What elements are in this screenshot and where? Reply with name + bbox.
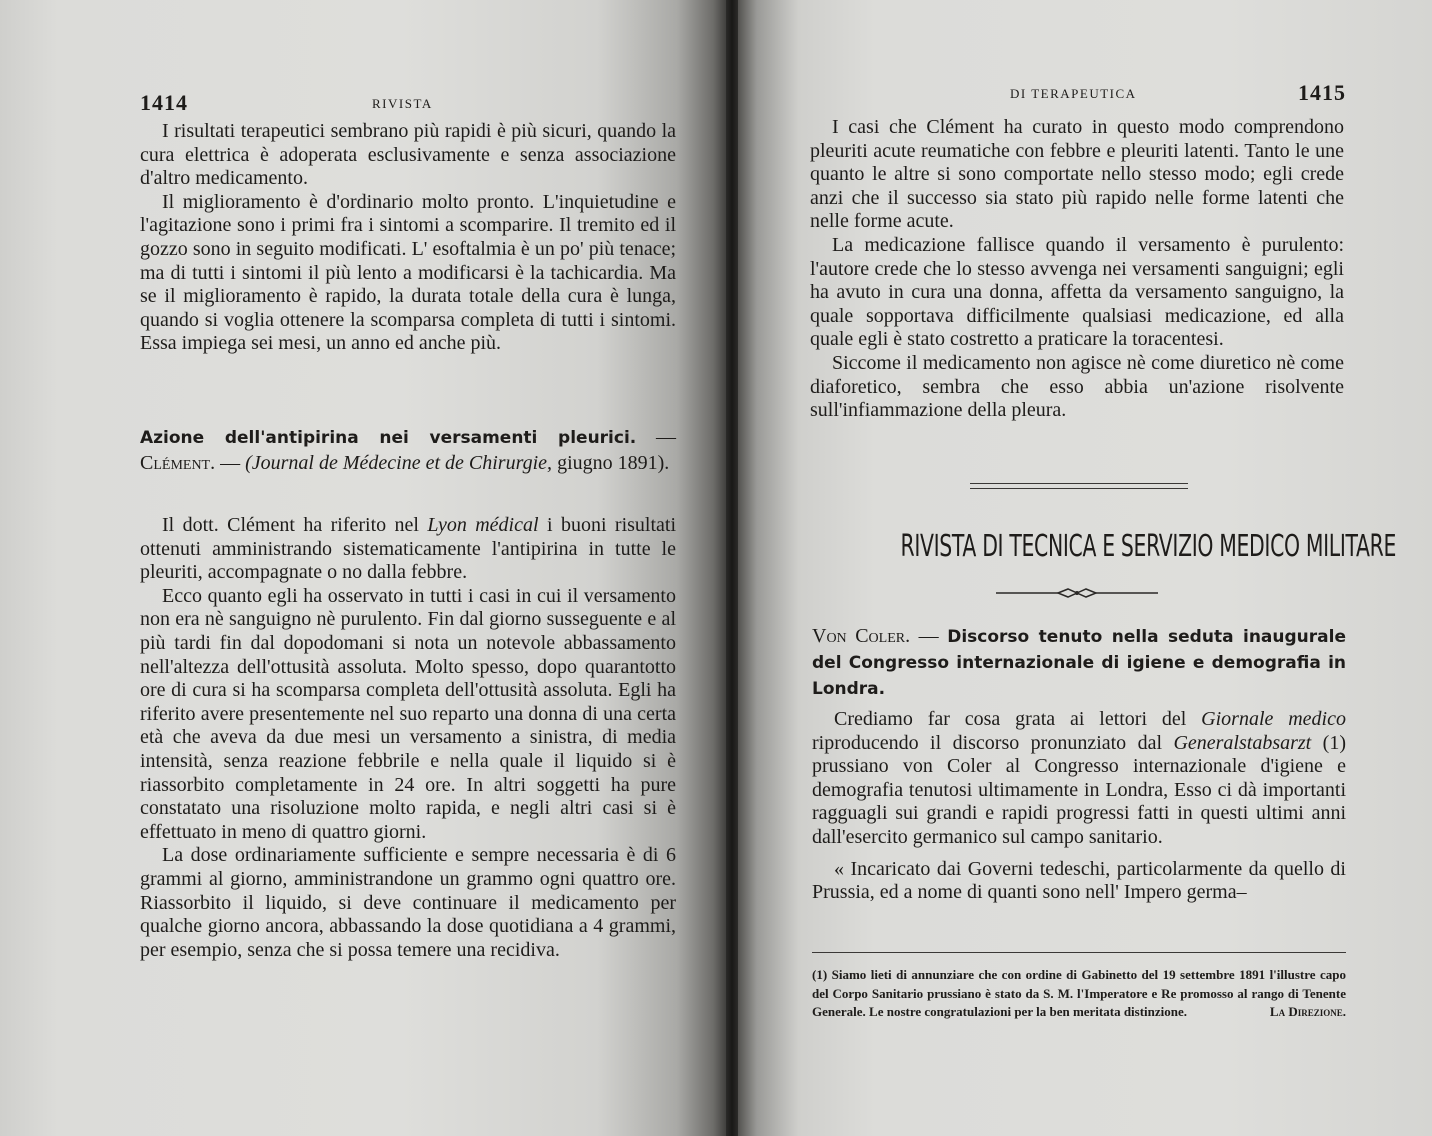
article-date: giugno 1891).	[552, 452, 670, 474]
paragraph: Il dott. Clément ha riferito nel Lyon médical i buoni risultati ottenuti amministrando sistematicamente l'antipirina in tutte le pleuriti, accompagnate o no dalla febbre.	[140, 514, 677, 584]
footnote	[812, 966, 1346, 1022]
article-author: Von Coler.	[812, 625, 911, 647]
article-author: Clément.	[140, 452, 216, 474]
running-head: RIVISTA	[372, 96, 433, 111]
right-article-body	[812, 708, 1346, 905]
double-rule-top	[970, 483, 1188, 484]
section-title: RIVISTA DI TECNICA E SERVIZIO MEDICO MILITARE	[900, 529, 1397, 564]
footnote-rule	[812, 952, 1346, 953]
right-body	[810, 116, 1344, 423]
left-intro	[140, 120, 676, 356]
article-title: Discorso tenuto nella seduta inaugurale del Congresso internazionale di igiene e demografia in Londra.	[812, 627, 1346, 699]
ornament-icon	[996, 583, 1158, 603]
double-rule-bottom	[970, 488, 1188, 489]
paragraph: Ecco quanto egli ha osservato in tutti i casi in cui il versamento non era nè sanguigno nè purulento. Fin dal giorno susseguente e al più tardi fin dal dopodomani si nota un notevole abbassamento nell'altezza dell'ottusità assoluta. Molto spesso, dopo quarantotto ore di cura si ha scomparsa completa dell'ottusità assoluta. Egli ha riferito avere presentemente nel suo reparto una donna di una certa età che aveva da due mesi un versamento a sinistra, di media intensità, senza reazione febbrile e nella quale il liquido si è riassorbito completamente in 24 ore. In altri soggetti ha pure constatato una risoluzione molto rapida, e negli altri casi si è effettuato in meno di quattro giorni.	[140, 584, 676, 843]
dash: —	[215, 452, 246, 474]
article-heading	[140, 425, 676, 476]
page-number: 1415	[1298, 80, 1346, 105]
paragraph: « Incaricato dai Governi tedeschi, particolarmente da quello di Prussia, ed a nome di quanti sono nell' Impero germa–	[812, 857, 1346, 904]
paragraph: I casi che Clément ha curato in questo modo comprendono pleuriti acute reumatiche con febbre e pleuriti latenti. Tanto le une quanto le altre si sono comportate nello stesso modo; egli crede anzi che il successo sia stato più rapido nelle forme latenti che nelle forme acute.	[810, 116, 1344, 233]
paragraph: La medicazione fallisce quando il versamento è purulento: l'autore crede che lo stesso avvenga nei versamenti sanguigni; egli ha avuto in cura una donna, affetta da versamento sanguigno, la quale sopportava difficilmente qualsiasi medicazione, ed alla quale egli è stato costretto a praticare la toracentesi.	[810, 233, 1344, 351]
footnote-signature: La Direzione.	[1269, 1004, 1346, 1020]
article-title: Azione dell'antipirina nei versamenti pleurici.	[140, 428, 637, 448]
dash: —	[910, 625, 948, 647]
page-number: 1414	[140, 90, 188, 115]
article-journal: (Journal de Médecine et de Chirurgie,	[245, 452, 553, 474]
article-heading	[812, 624, 1346, 702]
paragraph: La dose ordinariamente sufficiente e sempre necessaria è di 6 grammi al giorno, amministrandone un grammo ogni quattro ore. Riassorbito il liquido, si deve continuare il medicamento per qualche giorno ancora, abbassando la dose quotidiana a 4 grammi, per esempio, senza che si possa temere una recidiva.	[140, 844, 676, 961]
paragraph: Il miglioramento è d'ordinario molto pronto. L'inquietudine e l'agitazione sono i primi fra i sintomi a scomparire. Il tremito ed il gozzo sono in seguito modificati. L' esoftalmia è un po' più tenace; ma di tutti i sintomi il più lento a modificarsi è la tachicardia. Ma se il miglioramento è rapido, la durata totale della cura è lunga, quando si voglia ottenere la scomparsa completa di tutti i sintomi. Essa impiega sei mesi, un anno ed anche più.	[140, 190, 676, 355]
running-head: DI TERAPEUTICA	[1010, 86, 1137, 101]
paragraph: Siccome il medicamento non agisce nè come diuretico nè come diaforetico, sembra che esso abbia un'azione risolvente sull'infiammazione della pleura.	[810, 351, 1344, 422]
dash: —	[636, 426, 677, 448]
left-article-body	[140, 514, 676, 962]
book-gutter	[726, 0, 738, 1136]
footnote-text: (1) Siamo lieti di annunziare che con ordine di Gabinetto del 19 settembre 1891 l'illustre capo del Corpo Sanitario prussiano è stato da S. M. l'Imperatore e Re promosso al rango di Tenente Generale. Le nostre congratulazioni per la ben meritata distinzione. La Direzione.	[812, 966, 1346, 1022]
paragraph: Crediamo far cosa grata ai lettori del Giornale medico riproducendo il discorso pronunziato dal Generalstabsarzt (1) prussiano von Coler al Congresso internazionale d'igiene e demografia tenutosi ultimamente in Londra, Esso ci dà importanti ragguagli sui grandi e rapidi progressi fatti in questi ultimi anni dall'esercito germanico sul campo sanitario.	[812, 708, 1346, 848]
paragraph: I risultati terapeutici sembrano più rapidi è più sicuri, quando la cura elettrica è adoperata esclusivamente e senza associazione d'altro medicamento.	[140, 120, 676, 190]
